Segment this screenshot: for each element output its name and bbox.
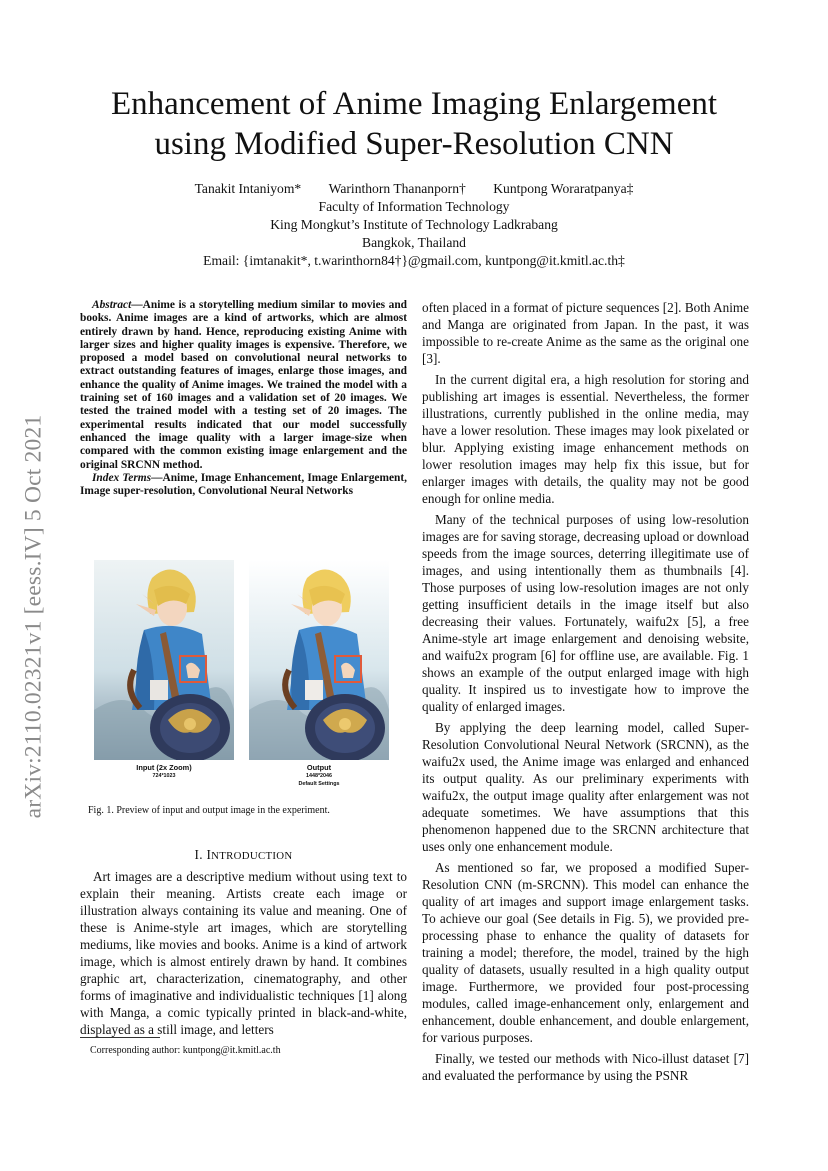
author-block bbox=[60, 180, 768, 270]
arxiv-identifier bbox=[14, 372, 54, 860]
section-heading bbox=[80, 847, 407, 863]
intro-left bbox=[80, 868, 407, 1038]
author-3: Kuntpong Woraratpanya‡ bbox=[493, 181, 634, 196]
right-paragraph-5: As mentioned so far, we proposed a modified Super-Resolution CNN (m-SRCNN). This model can enhance the quality of art images and support image enlargement tasks. To achieve our goal (See details in Fig. 5), we provided pre-processing phase to enhance the quality of datasets for training a model; therefore, the model, trained by the high quality of datasets, usually resulted in a high quality output image. Furthermore, we provided four post-processing modules, called image-enhancement only, enlargement and enhancement, double enhancement, and double enlargement, for various purposes. bbox=[422, 860, 749, 1045]
abstract-label: Abstract bbox=[92, 299, 132, 311]
section-number: I. bbox=[194, 847, 203, 862]
right-column bbox=[422, 299, 749, 1084]
author-names bbox=[60, 180, 768, 198]
author-1: Tanakit Intaniyom* bbox=[194, 181, 302, 196]
abstract bbox=[80, 299, 407, 472]
paper-title bbox=[60, 84, 768, 164]
input-label: Input (2x Zoom) bbox=[136, 763, 192, 772]
author-2: Warinthorn Thananporn† bbox=[328, 181, 466, 196]
affiliation-institute: King Mongkut’s Institute of Technology Ladkrabang bbox=[270, 217, 558, 232]
output-size: 1448*2046 bbox=[305, 773, 333, 779]
affiliation-faculty: Faculty of Information Technology bbox=[318, 199, 510, 214]
output-image-label bbox=[249, 764, 389, 788]
footnote: Corresponding author: kuntpong@it.kmitl.ac.th bbox=[90, 1045, 281, 1056]
footnote-divider bbox=[80, 1037, 160, 1038]
right-paragraph-2: In the current digital era, a high resolution for storing and publishing art images is essential. Nevertheless, the former illustrations, currently published in the online media, may have a lower resolution. These images may look pixelated or blur. Applying existing image enhancement methods on lower resolution images may help fix this issue, but for enlarger images with details, the quality may not be good enough for online media. bbox=[422, 372, 749, 506]
abstract-text: —Anime is a storytelling medium similar to movies and books. Anime images are a kind of artworks, which are almost entirely drawn by hand. Hence, reproducing existing Anime with larger sizes and higher quality images is expensive. Therefore, we proposed a model based on convolutional neural networks to extract outstanding features of images, enlarge those images, and enhance the quality of Anime images. We trained the model with a training set of 160 images and a validation set of 20 images. We tested the trained model with a testing set of 20 images. The experimental results indicated that our model successfully enhanced the image quality with a larger image-size when compared with the common existing image enlargement and the original SRCNN method. bbox=[80, 299, 407, 471]
output-image bbox=[249, 560, 389, 760]
section-title-rest: NTRODUCTION bbox=[211, 850, 293, 862]
output-setting: Default Settings bbox=[298, 781, 340, 787]
section-title-first: I bbox=[206, 847, 212, 862]
arxiv-id-text: arXiv:2110.02321v1 [eess.IV] 5 Oct 2021 bbox=[20, 414, 47, 818]
figure-caption: Fig. 1. Preview of input and output image in the experiment. bbox=[88, 805, 330, 816]
index-terms-text: —Anime, Image Enhancement, Image Enlargement, Image super-resolution, Convolutional Neural Networks bbox=[80, 471, 407, 498]
right-paragraph-3: Many of the technical purposes of using low-resolution images are for saving storage, decreasing upload or download speeds from the image sources, deterring illegitimate use of images, and using intentionally them as thumbnails [4]. Those purposes of using low-resolution images are not only getting insufficient details in the image itself but also decreasing their values. Fortunately, waifu2x [5], a free Anime-style art image enlargement and denoising website, and waifu2x program [6] for offline use, are available. Fig. 1 shows an example of the output enlarged image with high quality. It inspired us to investigate how to improve the quality of enlarged images. bbox=[422, 512, 749, 714]
title-line-2: using Modified Super-Resolution CNN bbox=[154, 126, 674, 162]
intro-paragraph-1: Art images are a descriptive medium without using text to explain their meaning. Artists create each image or illustration always containing its value and meaning. One of these is Anime-style art images, which are storytelling mediums, like movies and books. Anime is a kind of artwork image, which is almost entirely drawn by hand. It combines graphic art, characterization, cinematography, and other forms of imaginative and individualistic techniques [1] along with Manga, a comic typically printed in black-and-white, displayed as a still image, and letters bbox=[80, 869, 407, 1037]
input-image-label bbox=[94, 764, 234, 780]
right-paragraph-4: By applying the deep learning model, called Super-Resolution Convolutional Neural Network (SRCNN), as the waifu2x used, the Anime image was enlarged and enhanced its output quality. As our preliminary experiments with waifu2x, the output image quality after enlargement was not adequate sometimes. We have assumptions that this phenomenon happened due to the SRCNN architecture that uses only one enhancement module. bbox=[422, 720, 749, 854]
figure-1 bbox=[94, 560, 384, 788]
right-paragraph-6: Finally, we tested our methods with Nico-illust dataset [7] and evaluated the performance by using the PSNR bbox=[422, 1051, 749, 1083]
title-line-1: Enhancement of Anime Imaging Enlargement bbox=[110, 86, 718, 122]
index-terms-label: Index Terms bbox=[92, 471, 152, 484]
right-paragraph-1: often placed in a format of picture sequences [2]. Both Anime and Manga are originated from Japan. In the past, it was impossible to re-create Anime as the same as the original one [3]. bbox=[422, 300, 749, 366]
input-image bbox=[94, 560, 234, 760]
left-column bbox=[80, 299, 407, 498]
affiliation-city: Bangkok, Thailand bbox=[362, 235, 466, 250]
output-label: Output bbox=[306, 763, 332, 772]
author-emails: Email: {imtanakit*, t.warinthorn84†}@gmail.com, kuntpong@it.kmitl.ac.th‡ bbox=[203, 253, 625, 268]
input-size: 724*1023 bbox=[152, 773, 176, 779]
index-terms bbox=[80, 472, 407, 499]
